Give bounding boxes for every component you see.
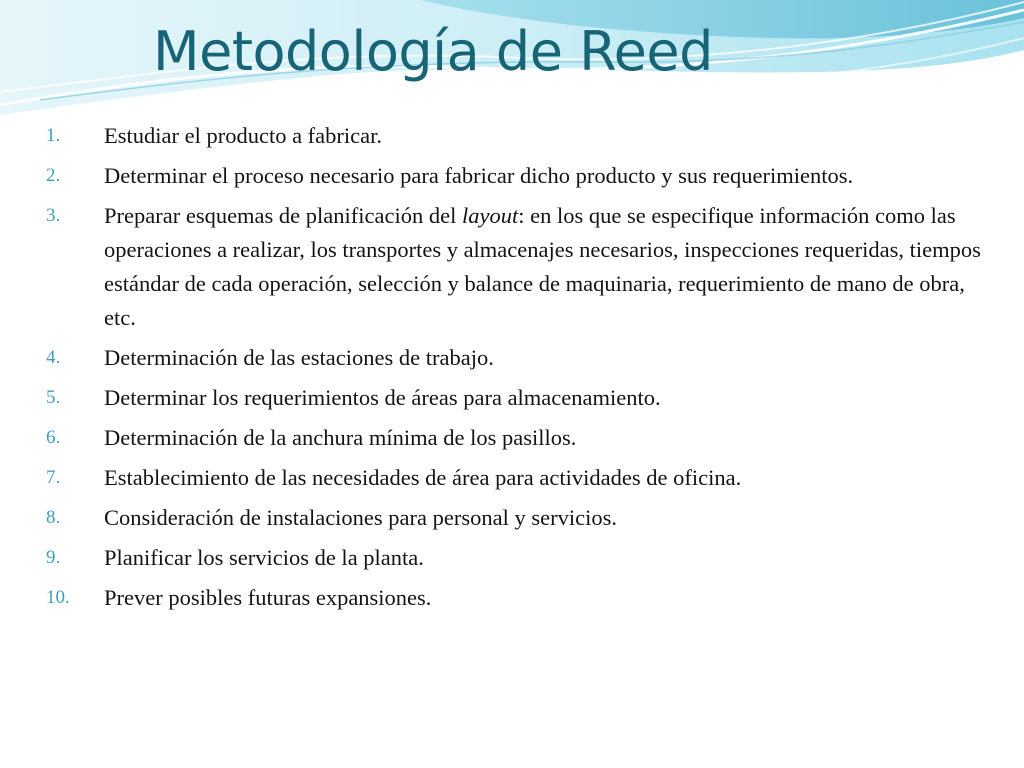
list-item-text-after: : en los que se especifique información como las operaciones a realizar, los transportes y almacenajes necesarios, inspecciones requeridas, tiempos estándar de cada operación, selección y balance de maquinaria, requerimiento de mano de obra, etc. bbox=[104, 203, 981, 330]
list-item-emphasis: layout bbox=[461, 203, 519, 228]
list-item bbox=[0, 341, 990, 375]
list-item-number: 1. bbox=[46, 125, 61, 146]
list-item-text: Determinar los requerimientos de áreas para almacenamiento. bbox=[104, 385, 661, 410]
list-item bbox=[0, 421, 990, 455]
list-item-number: 4. bbox=[46, 347, 61, 368]
list-item-number: 2. bbox=[46, 165, 61, 186]
list-item-text: Prever posibles futuras expansiones. bbox=[104, 585, 432, 610]
list-item-text bbox=[104, 199, 986, 335]
list-item-number: 9. bbox=[46, 547, 61, 568]
list-item bbox=[0, 119, 990, 153]
list-item-number: 5. bbox=[46, 387, 61, 408]
list-item bbox=[0, 541, 990, 575]
list-item-text: Consideración de instalaciones para personal y servicios. bbox=[104, 505, 617, 530]
list-item-text: Determinar el proceso necesario para fabricar dicho producto y sus requerimientos. bbox=[104, 163, 854, 188]
list-item bbox=[0, 381, 990, 415]
list-item-number: 8. bbox=[46, 507, 61, 528]
list-item-number: 10. bbox=[46, 587, 70, 608]
list-item bbox=[0, 581, 990, 615]
list-item-text: Establecimiento de las necesidades de área para actividades de oficina. bbox=[104, 465, 742, 490]
list-item-text: Determinación de la anchura mínima de los pasillos. bbox=[104, 425, 577, 450]
list-item-number: 7. bbox=[46, 467, 61, 488]
list-item bbox=[0, 501, 990, 535]
list-item-text: Estudiar el producto a fabricar. bbox=[104, 123, 383, 148]
list-item bbox=[0, 461, 990, 495]
list-item bbox=[0, 199, 990, 335]
numbered-list bbox=[0, 119, 990, 621]
list-item-number: 6. bbox=[46, 427, 61, 448]
list-item bbox=[0, 159, 990, 193]
list-item-number: 3. bbox=[46, 205, 61, 226]
list-item-text: Determinación de las estaciones de trabajo. bbox=[104, 345, 494, 370]
list-item-text: Planificar los servicios de la planta. bbox=[104, 545, 424, 570]
list-item-text-before: Preparar esquemas de planificación del bbox=[104, 203, 462, 228]
slide-title: Metodología de Reed bbox=[153, 20, 713, 83]
